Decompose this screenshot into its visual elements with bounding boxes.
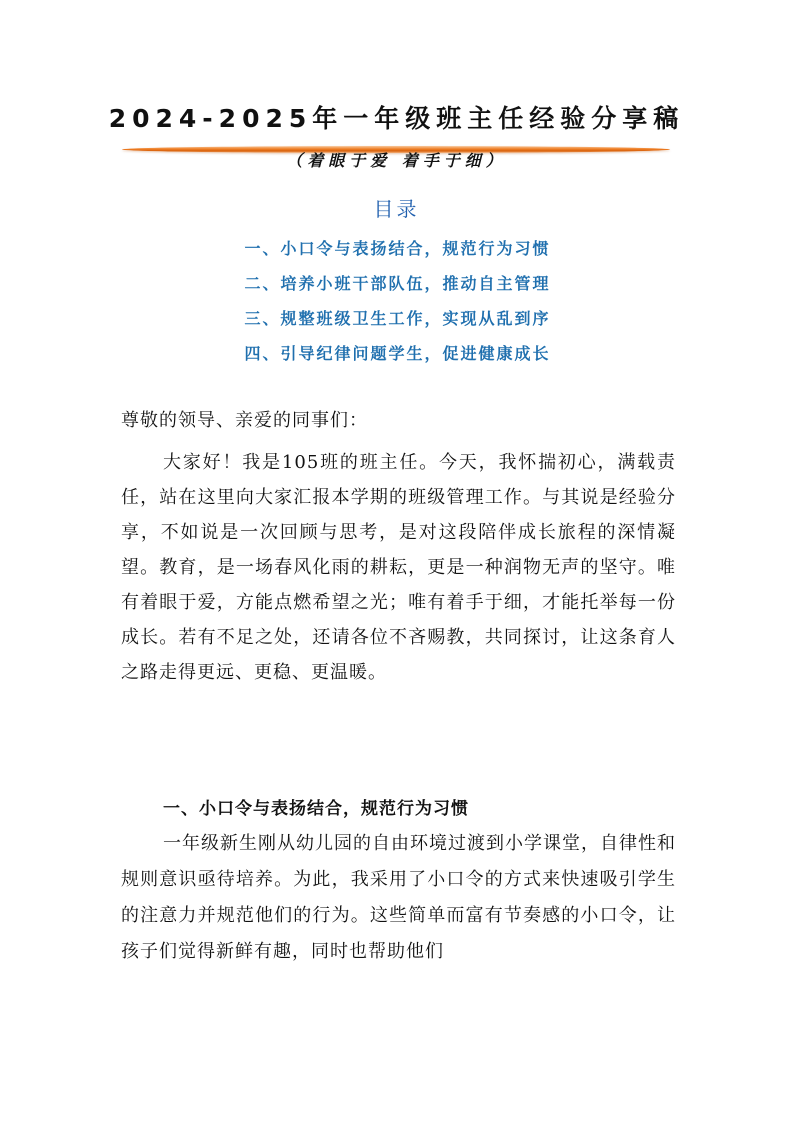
toc-item-3[interactable]: 三、规整班级卫生工作，实现从乱到序 <box>244 309 551 328</box>
section-heading-1: 一、小口令与表扬结合，规范行为习惯 <box>163 799 469 819</box>
table-of-contents <box>0 236 793 376</box>
toc-item-2[interactable]: 二、培养小班干部队伍，推动自主管理 <box>244 274 551 293</box>
salutation: 尊敬的领导、亲爱的同事们： <box>121 410 368 431</box>
intro-paragraph: 大家好！我是105班的班主任。今天，我怀揣初心，满载责任，站在这里向大家汇报本学期的班级管理工作。与其说是经验分享，不如说是一次回顾与思考，是对这段陪伴成长旅程的深情凝望。教育，是一场春风化雨的耕耘，更是一种润物无声的坚守。唯有着眼于爱，方能点燃希望之光；唯有着手于细，才能托举每一份成长。若有不足之处，还请各位不吝赐教，共同探讨，让这条育人之路走得更远、更稳、更温暖。 <box>121 452 676 683</box>
toc-item-4[interactable]: 四、引导纪律问题学生，促进健康成长 <box>244 344 551 363</box>
toc-heading: 目录 <box>373 197 420 221</box>
toc-item-1[interactable]: 一、小口令与表扬结合，规范行为习惯 <box>244 239 551 258</box>
document-title: 2024-2025年一年级班主任经验分享稿 <box>108 104 685 133</box>
section-1-paragraph: 一年级新生刚从幼儿园的自由环境过渡到小学课堂，自律性和规则意识亟待培养。为此，我采用了小口令的方式来快速吸引学生的注意力并规范他们的行为。这些简单而富有节奏感的小口令，让孩子们觉得新鲜有趣，同时也帮助他们 <box>121 833 676 962</box>
document-subtitle: （着眼于爱 着手于细） <box>286 151 507 170</box>
